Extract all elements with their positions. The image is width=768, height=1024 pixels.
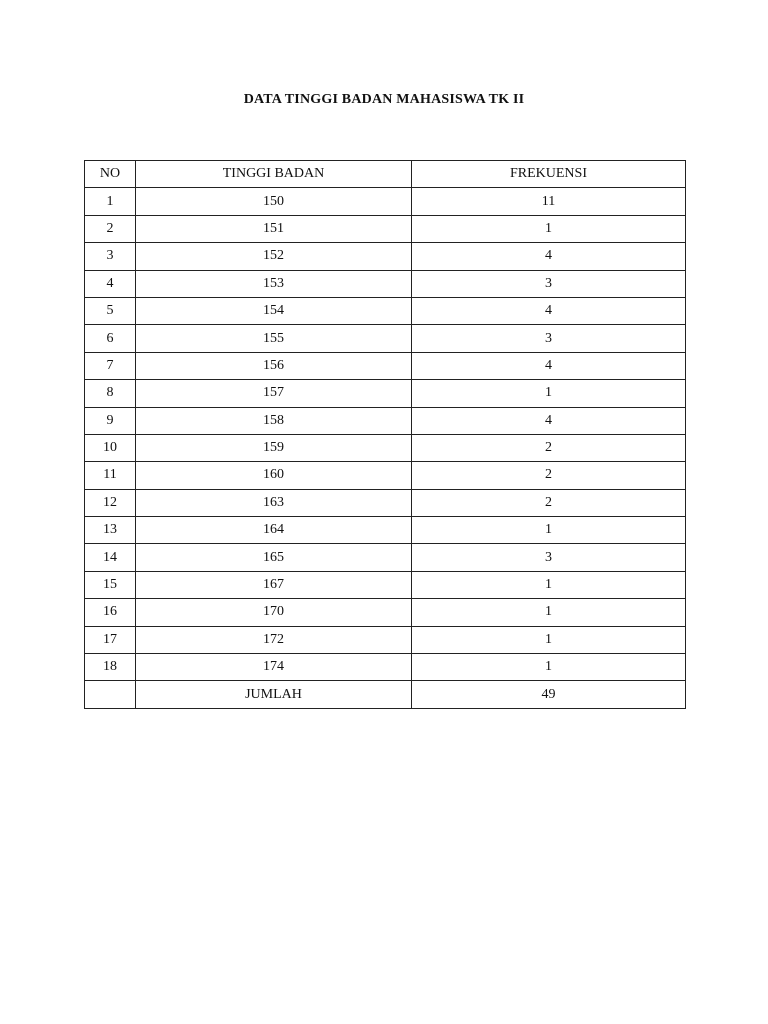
row-tinggi-cell: 153 xyxy=(136,270,412,297)
table-row xyxy=(85,462,686,489)
row-no-cell: 12 xyxy=(85,489,136,516)
total-value: 49 xyxy=(412,681,686,708)
row-tinggi-cell: 174 xyxy=(136,654,412,681)
row-no-cell: 6 xyxy=(85,325,136,352)
row-tinggi-cell: 172 xyxy=(136,626,412,653)
row-no-cell: 17 xyxy=(85,626,136,653)
row-tinggi-cell: 154 xyxy=(136,297,412,324)
row-no-cell: 7 xyxy=(85,352,136,379)
table-row xyxy=(85,188,686,215)
row-frekuensi-cell: 4 xyxy=(412,243,686,270)
row-no-cell: 5 xyxy=(85,297,136,324)
row-frekuensi-cell: 4 xyxy=(412,352,686,379)
table-row xyxy=(85,325,686,352)
row-frekuensi-cell: 1 xyxy=(412,571,686,598)
row-no-cell: 3 xyxy=(85,243,136,270)
row-frekuensi-cell: 1 xyxy=(412,626,686,653)
table-body xyxy=(85,188,686,681)
row-frekuensi-cell: 1 xyxy=(412,599,686,626)
row-frekuensi-cell: 1 xyxy=(412,380,686,407)
row-tinggi-cell: 170 xyxy=(136,599,412,626)
table-row xyxy=(85,434,686,461)
row-frekuensi-cell: 1 xyxy=(412,654,686,681)
row-frekuensi-cell: 3 xyxy=(412,270,686,297)
row-tinggi-cell: 159 xyxy=(136,434,412,461)
row-no-cell: 2 xyxy=(85,215,136,242)
table-row xyxy=(85,517,686,544)
row-no-cell: 8 xyxy=(85,380,136,407)
header-tinggi-badan: TINGGI BADAN xyxy=(136,161,412,188)
table-row xyxy=(85,270,686,297)
table-row xyxy=(85,571,686,598)
row-no-cell: 4 xyxy=(85,270,136,297)
table-row xyxy=(85,489,686,516)
row-tinggi-cell: 158 xyxy=(136,407,412,434)
total-no-cell xyxy=(85,681,136,708)
table-row xyxy=(85,626,686,653)
row-tinggi-cell: 157 xyxy=(136,380,412,407)
row-frekuensi-cell: 3 xyxy=(412,544,686,571)
row-no-cell: 10 xyxy=(85,434,136,461)
row-frekuensi-cell: 11 xyxy=(412,188,686,215)
row-tinggi-cell: 156 xyxy=(136,352,412,379)
row-no-cell: 18 xyxy=(85,654,136,681)
table-row xyxy=(85,352,686,379)
row-tinggi-cell: 150 xyxy=(136,188,412,215)
row-tinggi-cell: 163 xyxy=(136,489,412,516)
total-label: JUMLAH xyxy=(136,681,412,708)
row-tinggi-cell: 167 xyxy=(136,571,412,598)
row-no-cell: 9 xyxy=(85,407,136,434)
row-no-cell: 11 xyxy=(85,462,136,489)
row-tinggi-cell: 165 xyxy=(136,544,412,571)
row-frekuensi-cell: 1 xyxy=(412,215,686,242)
row-frekuensi-cell: 1 xyxy=(412,517,686,544)
row-frekuensi-cell: 2 xyxy=(412,434,686,461)
height-frequency-table xyxy=(84,160,686,709)
table-row xyxy=(85,407,686,434)
row-tinggi-cell: 160 xyxy=(136,462,412,489)
table-row xyxy=(85,243,686,270)
table-row xyxy=(85,297,686,324)
row-frekuensi-cell: 4 xyxy=(412,407,686,434)
row-no-cell: 15 xyxy=(85,571,136,598)
row-frekuensi-cell: 2 xyxy=(412,462,686,489)
row-tinggi-cell: 151 xyxy=(136,215,412,242)
table-header-row xyxy=(85,161,686,188)
table-row xyxy=(85,380,686,407)
document-title: DATA TINGGI BADAN MAHASISWA TK II xyxy=(243,92,525,107)
row-tinggi-cell: 164 xyxy=(136,517,412,544)
row-no-cell: 13 xyxy=(85,517,136,544)
row-tinggi-cell: 155 xyxy=(136,325,412,352)
row-frekuensi-cell: 3 xyxy=(412,325,686,352)
row-tinggi-cell: 152 xyxy=(136,243,412,270)
table-row xyxy=(85,544,686,571)
row-no-cell: 16 xyxy=(85,599,136,626)
header-no: NO xyxy=(85,161,136,188)
header-frekuensi: FREKUENSI xyxy=(412,161,686,188)
row-no-cell: 14 xyxy=(85,544,136,571)
table-row xyxy=(85,599,686,626)
table-row xyxy=(85,215,686,242)
row-frekuensi-cell: 4 xyxy=(412,297,686,324)
table-row xyxy=(85,654,686,681)
row-frekuensi-cell: 2 xyxy=(412,489,686,516)
row-no-cell: 1 xyxy=(85,188,136,215)
total-row xyxy=(85,681,686,708)
